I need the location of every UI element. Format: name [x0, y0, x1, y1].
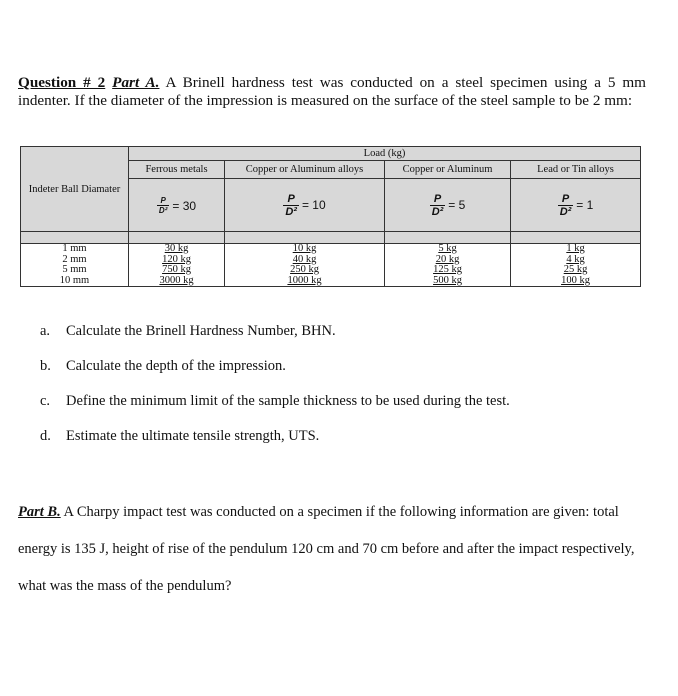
list-item: b. Calculate the depth of the impression. — [40, 358, 286, 374]
intro-text: A Brinell hardness test was conducted on a steel specimen using a 5 mm indenter. If the diameter of the impression is measured on the surface of the steel sample to be 2 mm: — [18, 74, 646, 109]
question-number: Question # 2 — [18, 74, 106, 91]
values-ferrous: 30 kg 120 kg 750 kg 3000 kg — [129, 244, 225, 287]
question-intro — [18, 74, 646, 110]
diameter-cell: 1 mm 2 mm 5 mm 10 mm — [21, 244, 129, 287]
col-header-copper-alloys: Copper or Aluminum alloys — [225, 161, 385, 179]
question-list — [40, 322, 510, 462]
part-b-label: Part B. — [18, 504, 61, 520]
values-copper: 5 kg 20 kg 125 kg 500 kg — [385, 244, 511, 287]
values-copper-alloys: 10 kg 40 kg 250 kg 1000 kg — [225, 244, 385, 287]
list-item: a. Calculate the Brinell Hardness Number, BHN. — [40, 323, 336, 339]
col-header-ferrous: Ferrous metals — [129, 161, 225, 179]
values-lead-tin: 1 kg 4 kg 25 kg 100 kg — [511, 244, 641, 287]
list-item: d. Estimate the ultimate tensile strength, UTS. — [40, 428, 320, 444]
part-b — [18, 494, 650, 605]
ratio-copper-alloys: $\frac{P}{\text{D²}}$ = 10 — [225, 179, 385, 232]
list-item: c. Define the minimum limit of the sample thickness to be used during the test. — [40, 393, 510, 409]
table-row — [21, 244, 641, 287]
ratio-copper: $\frac{P}{\text{D²}}$ = 5 — [385, 179, 511, 232]
brinell-load-table — [20, 146, 641, 287]
ratio-ferrous: $\frac{P}{\text{D²}}$ = 30 — [129, 179, 225, 232]
part-a-label: Part A. — [112, 74, 160, 91]
col-header-lead-tin: Lead or Tin alloys — [511, 161, 641, 179]
row-header: Indeter Ball Diamater — [28, 183, 121, 195]
load-header: Load (kg) — [129, 147, 641, 161]
ratio-lead-tin: $\frac{P}{\text{D²}}$ = 1 — [511, 179, 641, 232]
part-b-text: A Charpy impact test was conducted on a specimen if the following information are given: total energy is 135 J, height of rise of the pendulum 120 cm and 70 cm before and after the impact respectively, what was the mass of the pendulum? — [18, 504, 635, 594]
row-header-cell — [21, 147, 129, 232]
col-header-copper: Copper or Aluminum — [385, 161, 511, 179]
